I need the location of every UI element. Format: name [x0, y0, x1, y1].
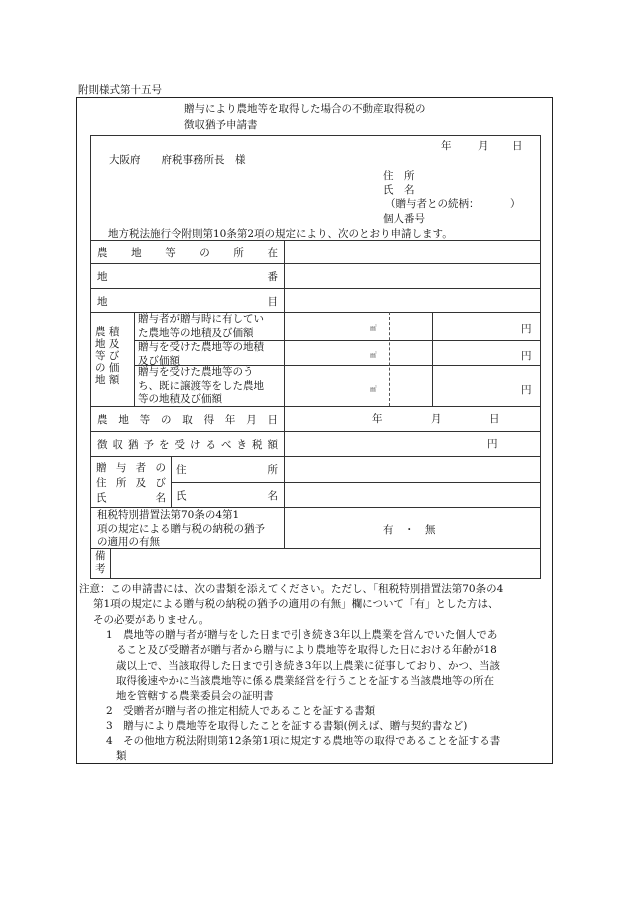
deferral-tax-amount-label: 徴 収 猶 予 を 受 け る べ き 税 額: [97, 439, 278, 451]
form-title-line2: 徴収猶予申請書: [184, 119, 258, 131]
chiban-label: 地 番: [97, 271, 278, 283]
area-group-label: 農 積 地 及 等 び の 価 地 額: [95, 326, 120, 386]
date-year-label: 年: [441, 140, 452, 152]
donor-label-line2: 住 所 及 び: [96, 477, 166, 489]
applicant-address-label: 住 所: [383, 170, 415, 182]
applicant-individual-number-label: 個人番号: [383, 213, 425, 225]
acquisition-year-label: 年: [372, 413, 383, 425]
chimoku-label: 地 目: [97, 296, 278, 308]
acquisition-day-label: 日: [489, 413, 500, 425]
remarks-label: 備 考: [95, 550, 106, 575]
donor-label-line3: 氏 名: [96, 492, 166, 504]
location-label: 農 地 等 の 所 在: [97, 247, 278, 259]
date-month-label: 月: [478, 140, 489, 152]
notes-item4: 4 その他地方税法附則第12条第1項に規定する農地等の取得であることを証する書 類: [106, 735, 501, 763]
area-row3-label: 贈与を受けた農地等のう ち、既に譲渡等をした農地 等の地積及び価額: [138, 366, 264, 405]
notes-item2: 2 受贈者が贈与者の推定相続人であることを証する書類: [106, 705, 376, 717]
special-measures-value: 有 ・ 無: [383, 524, 436, 536]
area-row2-label: 贈与を受けた農地等の地積 及び価額: [138, 341, 264, 367]
special-measures-label: 租税特別措置法第70条の4第1 項の規定による贈与税の納税の猶予 の適用の有無: [97, 509, 265, 548]
form-number: 附則様式第十五号: [78, 84, 162, 96]
acquisition-month-label: 月: [431, 413, 442, 425]
area-row1-yen-unit: 円: [521, 323, 532, 335]
donor-address-label: 住 所: [176, 464, 278, 476]
preamble: 地方税法施行令附則第10条第2項の規定により、次のとおり申請します。: [108, 228, 453, 240]
area-row2-yen-unit: 円: [521, 350, 532, 362]
area-row1-sqm-unit: ㎡: [370, 324, 377, 332]
applicant-name-label: 氏 名: [383, 184, 415, 196]
notes-item3: 3 贈与により農地等を取得したことを証する書類(例えば、贈与契約書など): [106, 720, 468, 732]
applicant-relation-close: ）: [510, 198, 521, 210]
acquisition-date-label: 農 地 等 の 取 得 年 月 日: [97, 414, 278, 426]
addressee: 大阪府 府税事務所長 様: [109, 154, 246, 166]
donor-label-line1: 贈 与 者 の: [96, 462, 166, 474]
deferral-tax-yen-unit: 円: [487, 438, 498, 450]
area-row3-sqm-unit: ㎡: [370, 385, 377, 393]
date-day-label: 日: [512, 140, 523, 152]
applicant-relation-open: （贈与者との続柄：: [385, 198, 480, 210]
area-row2-sqm-unit: ㎡: [370, 351, 377, 359]
notes-intro: 注意：この申請書には、次の書類を添えてください。ただし、「租税特別措置法第70条の4 第1項の規定による贈与税の納税の猶予の適用の有無」欄について「有」とした方は、 その必要がありません。: [79, 583, 504, 626]
notes-item1: 1 農地等の贈与者が贈与をした日まで引き続き3年以上農業を営んでいた個人であ ること及び受贈者が贈与者から贈与により農地等を取得した日における年齢が18 歳以上で、当該取得した日まで引き続き3年以上農業に従事しており、かつ、当該 取得後速やかに当該農地等に係る農業経営を行うことを証する当該農地等の所在 地を管轄する農業委員会の証明書: [106, 629, 501, 703]
form-title-line1: 贈与により農地等を取得した場合の不動産取得税の: [184, 103, 426, 115]
donor-name-label: 氏 名: [176, 490, 278, 502]
area-row1-label: 贈与者が贈与時に有してい た農地等の地積及び価額: [138, 313, 264, 339]
area-row3-yen-unit: 円: [521, 384, 532, 396]
